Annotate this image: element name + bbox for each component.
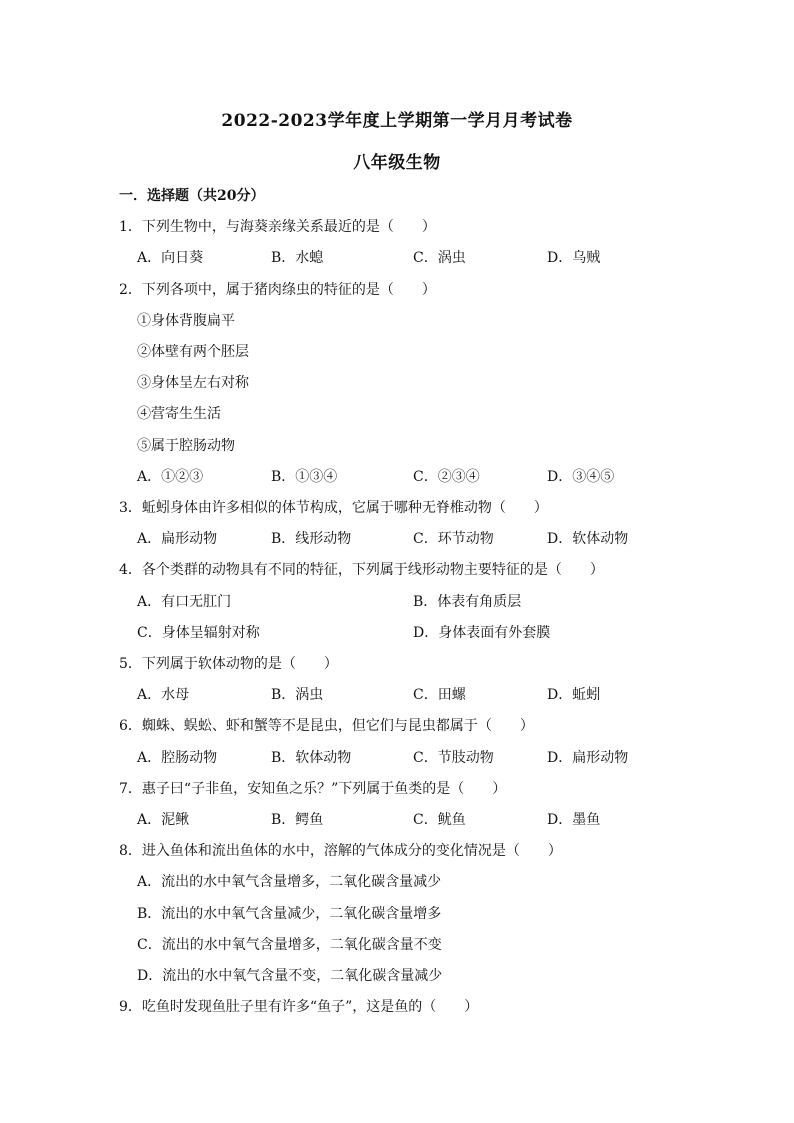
section-heading: 一．选择题（共20分） <box>119 188 265 204</box>
question-5-stem: 5．下列属于软体动物的是（ ） <box>119 656 338 672</box>
q2-option-b: B．①③④ <box>271 469 338 485</box>
q7-option-a: A．泥鳅 <box>137 812 190 828</box>
q8-option-a: A．流出的水中氧气含量增多，二氧化碳含量减少 <box>137 874 442 890</box>
question-6-stem: 6．蜘蛛、蜈蚣、虾和蟹等不是昆虫，但它们与昆虫都属于（ ） <box>119 718 534 734</box>
q4-option-b: B．体表有角质层 <box>413 594 522 610</box>
exam-subtitle: 八年级生物 <box>353 153 441 173</box>
q3-option-c: C．环节动物 <box>413 531 494 547</box>
question-7-stem: 7．惠子曰“子非鱼，安知鱼之乐？”下列属于鱼类的是（ ） <box>119 781 507 797</box>
question-8-stem: 8．进入鱼体和流出鱼体的水中，溶解的气体成分的变化情况是（ ） <box>119 843 562 859</box>
q8-option-c: C．流出的水中氧气含量增多，二氧化碳含量不变 <box>137 937 442 953</box>
q5-option-a: A．水母 <box>137 687 190 703</box>
q5-option-b: B．涡虫 <box>271 687 324 703</box>
q6-option-b: B．软体动物 <box>271 750 352 766</box>
question-1-stem: 1．下列生物中，与海葵亲缘关系最近的是（ ） <box>119 219 436 235</box>
q1-option-b: B．水螅 <box>271 250 324 266</box>
q4-option-c: C．身体呈辐射对称 <box>137 625 260 641</box>
q7-option-c: C．鱿鱼 <box>413 812 466 828</box>
q2-item-4: ④营寄生生活 <box>137 406 221 422</box>
q3-option-d: D．软体动物 <box>547 531 629 547</box>
q4-option-a: A．有口无肛门 <box>137 594 232 610</box>
exam-title: 2022-2023学年度上学期第一学月月考试卷 <box>221 111 573 131</box>
q1-option-c: C．涡虫 <box>413 250 466 266</box>
q5-option-d: D．蚯蚓 <box>547 687 601 703</box>
q2-item-1: ①身体背腹扁平 <box>137 313 235 329</box>
q6-option-d: D．扁形动物 <box>547 750 629 766</box>
q6-option-c: C．节肢动物 <box>413 750 494 766</box>
q2-item-5: ⑤属于腔肠动物 <box>137 438 235 454</box>
q2-option-a: A．①②③ <box>137 469 204 485</box>
question-9-stem: 9．吃鱼时发现鱼肚子里有许多“鱼子”，这是鱼的（ ） <box>119 999 479 1015</box>
q7-option-d: D．墨鱼 <box>547 812 601 828</box>
q2-option-d: D．③④⑤ <box>547 469 615 485</box>
q5-option-c: C．田螺 <box>413 687 466 703</box>
q3-option-a: A．扁形动物 <box>137 531 218 547</box>
q2-item-2: ②体壁有两个胚层 <box>137 344 249 360</box>
question-2-stem: 2．下列各项中，属于猪肉绦虫的特征的是（ ） <box>119 282 436 298</box>
q8-option-d: D．流出的水中氧气含量不变，二氧化碳含量减少 <box>137 968 443 984</box>
question-3-stem: 3．蚯蚓身体由许多相似的体节构成，它属于哪种无脊椎动物（ ） <box>119 500 548 516</box>
question-4-stem: 4．各个类群的动物具有不同的特征，下列属于线形动物主要特征的是（ ） <box>119 562 604 578</box>
q7-option-b: B．鳄鱼 <box>271 812 324 828</box>
q4-option-d: D．身体表面有外套膜 <box>413 625 551 641</box>
q8-option-b: B．流出的水中氧气含量减少，二氧化碳含量增多 <box>137 906 442 922</box>
q2-option-c: C．②③④ <box>413 469 480 485</box>
q6-option-a: A．腔肠动物 <box>137 750 218 766</box>
q1-option-a: A．向日葵 <box>137 250 204 266</box>
q2-item-3: ③身体呈左右对称 <box>137 375 249 391</box>
q3-option-b: B．线形动物 <box>271 531 352 547</box>
q1-option-d: D．乌贼 <box>547 250 601 266</box>
